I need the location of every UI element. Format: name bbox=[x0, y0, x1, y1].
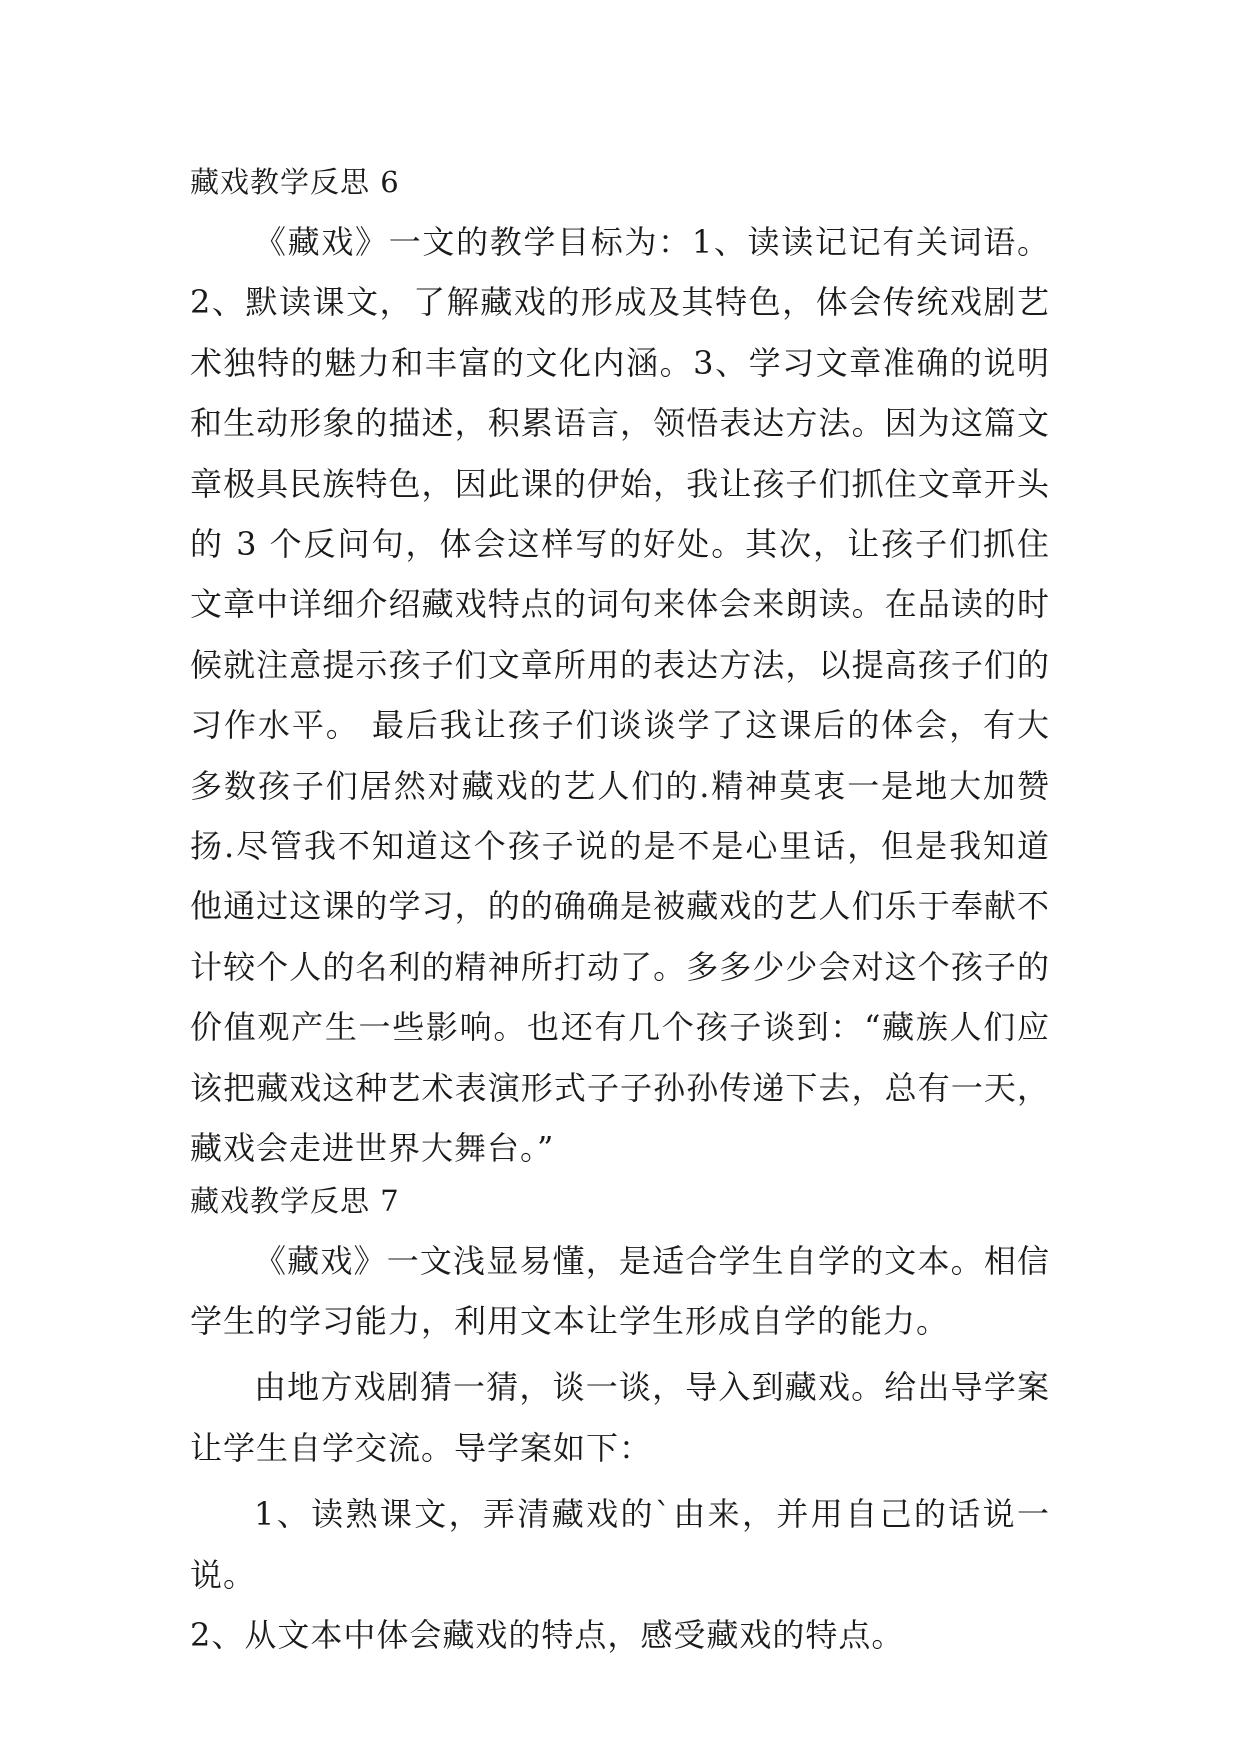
section-7-list-item-1: 1、读熟课文，弄清藏戏的`由来，并用自己的话说一说。 bbox=[190, 1495, 1050, 1594]
document-page bbox=[190, 160, 1050, 1665]
section-7-paragraph-1: 《藏戏》一文浅显易懂，是适合学生自学的文本。相信学生的学习能力，利用文本让学生形成自学的能力。 bbox=[190, 1241, 1050, 1340]
section-7-paragraph-2: 由地方戏剧猜一猜，谈一谈，导入到藏戏。给出导学案让学生自学交流。导学案如下： bbox=[190, 1368, 1050, 1467]
section-heading-6: 藏戏教学反思 6 bbox=[190, 165, 400, 199]
section-7-list-item-2: 2、从文本中体会藏戏的特点，感受藏戏的特点。 bbox=[190, 1615, 905, 1654]
section-6-paragraph-1: 《藏戏》一文的教学目标为：1、读读记记有关词语。2、默读课文，了解藏戏的形成及其特色，体会传统戏剧艺术独特的魅力和丰富的文化内涵。3、学习文章准确的说明和生动形象的描述，积累语言，领悟表达方法。因为这篇文章极具民族特色，因此课的伊始，我让孩子们抓住文章开头的 3 个反问句，体会这样写的好处。其次，让孩子们抓住文章中详细介绍藏戏特点的词句来体会来朗读。在品读的时候就注意提示孩子们文章所用的表达方法，以提高孩子们的习作水平。 最后我让孩子们谈谈学了这课后的体会，有大多数孩子们居然对藏戏的艺人们的.精神莫衷一是地大加赞扬.尽管我不知道这个孩子说的是不是心里话，但是我知道他通过这课的学习，的的确确是被藏戏的艺人们乐于奉献不计较个人的名利的精神所打动了。多多少少会对这个孩子的价值观产生一些影响。也还有几个孩子谈到：“藏族人们应该把藏戏这种艺术表演形式子子孙孙传递下去，总有一天，藏戏会走进世界大舞台。” bbox=[190, 223, 1050, 1168]
section-heading-7: 藏戏教学反思 7 bbox=[190, 1183, 400, 1218]
